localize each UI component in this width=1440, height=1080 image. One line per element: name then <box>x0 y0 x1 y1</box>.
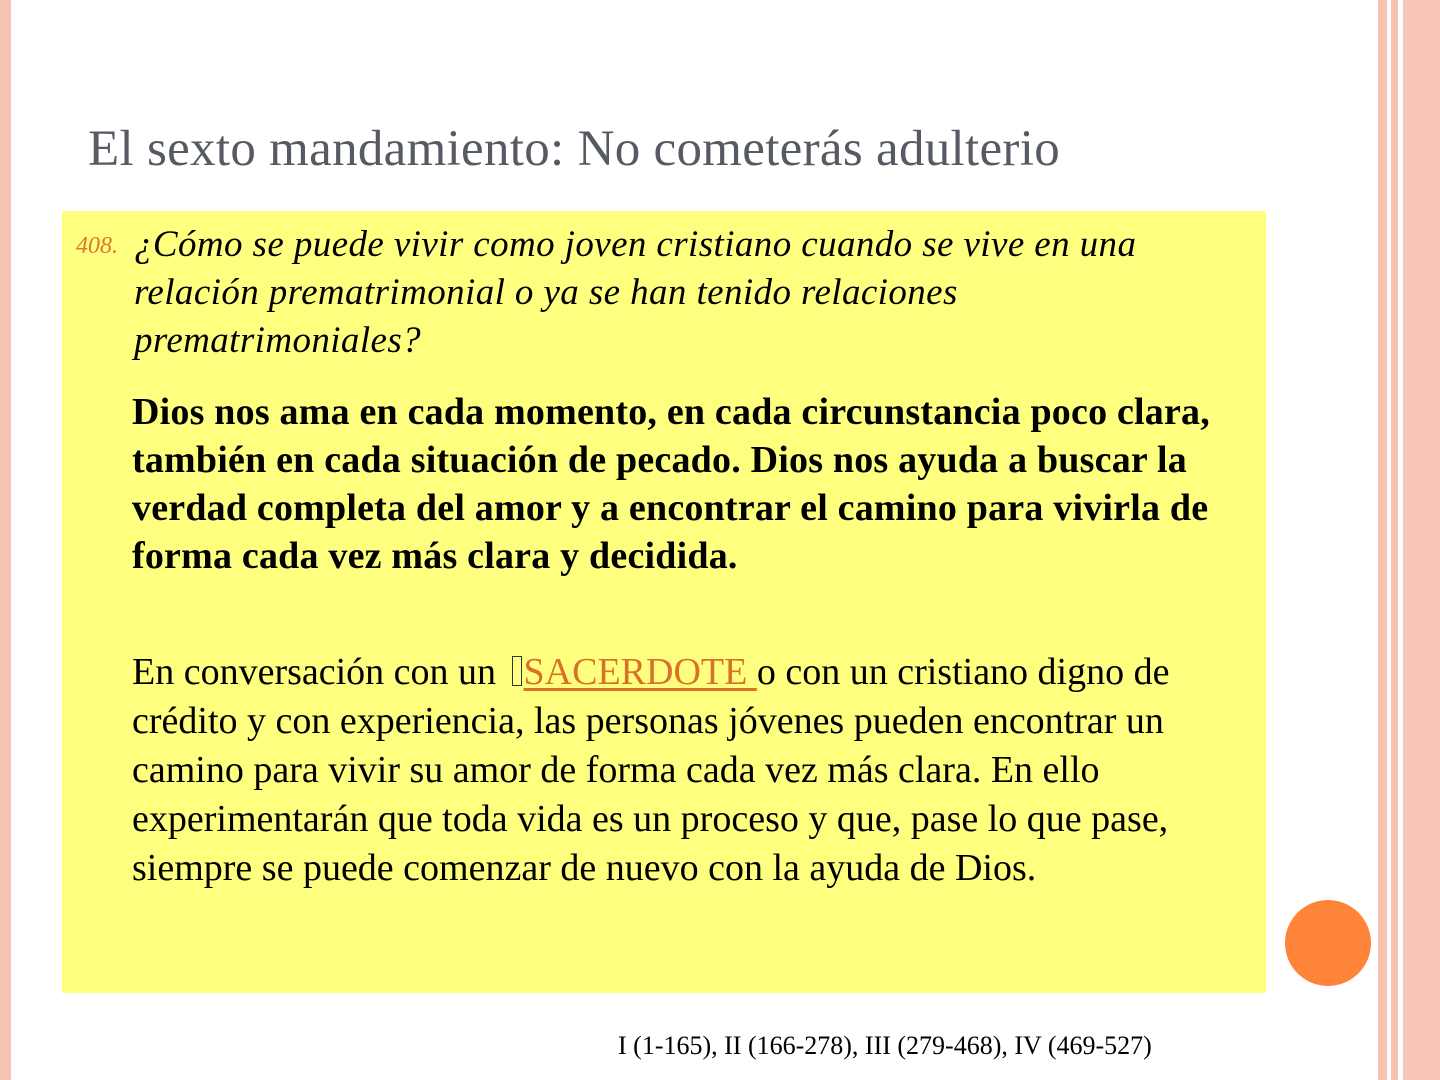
footer-reference: I (1-165), II (166-278), III (279-468), IV (469-527) <box>618 1031 1152 1060</box>
answer-text-before-link: En conversación con un <box>132 651 506 693</box>
answer-text-after-link: o con un cristiano digno de crédito y con experiencia, las personas jóvenes pueden encontrar un camino para vivir su amor de forma cada vez más clara. En ello experimentarán que toda vida es un proceso y que, pase lo que pase, siempre se puede comenzar de nuevo con la ayuda de Dios. <box>132 651 1170 889</box>
sacerdote-link[interactable]: SACERDOTE <box>523 651 757 693</box>
question-number: 408. <box>76 233 118 259</box>
decorative-circle <box>1285 900 1371 986</box>
content-box <box>62 211 1266 993</box>
answer-detail <box>132 648 1262 893</box>
right-frame-stripe <box>1378 0 1387 1080</box>
question-text: ¿Cómo se puede vivir como joven cristiano cuando se vive en una relación prematrimonial o ya se han tenido relaciones prematrimoniales? <box>134 224 1137 361</box>
right-frame-stripe <box>1403 0 1440 1080</box>
left-frame-stripe <box>0 0 11 1080</box>
answer-summary: Dios nos ama en cada momento, en cada circunstancia poco clara, también en cada situación de pecado. Dios nos ayuda a buscar la verdad completa del amor y a encontrar el camino para vivirla de forma cada vez más clara y decidida. <box>132 391 1210 577</box>
right-frame-stripe <box>1391 0 1398 1080</box>
slide-title: El sexto mandamiento: No cometerás adulterio <box>88 121 1060 177</box>
box-glyph-icon <box>512 656 522 686</box>
